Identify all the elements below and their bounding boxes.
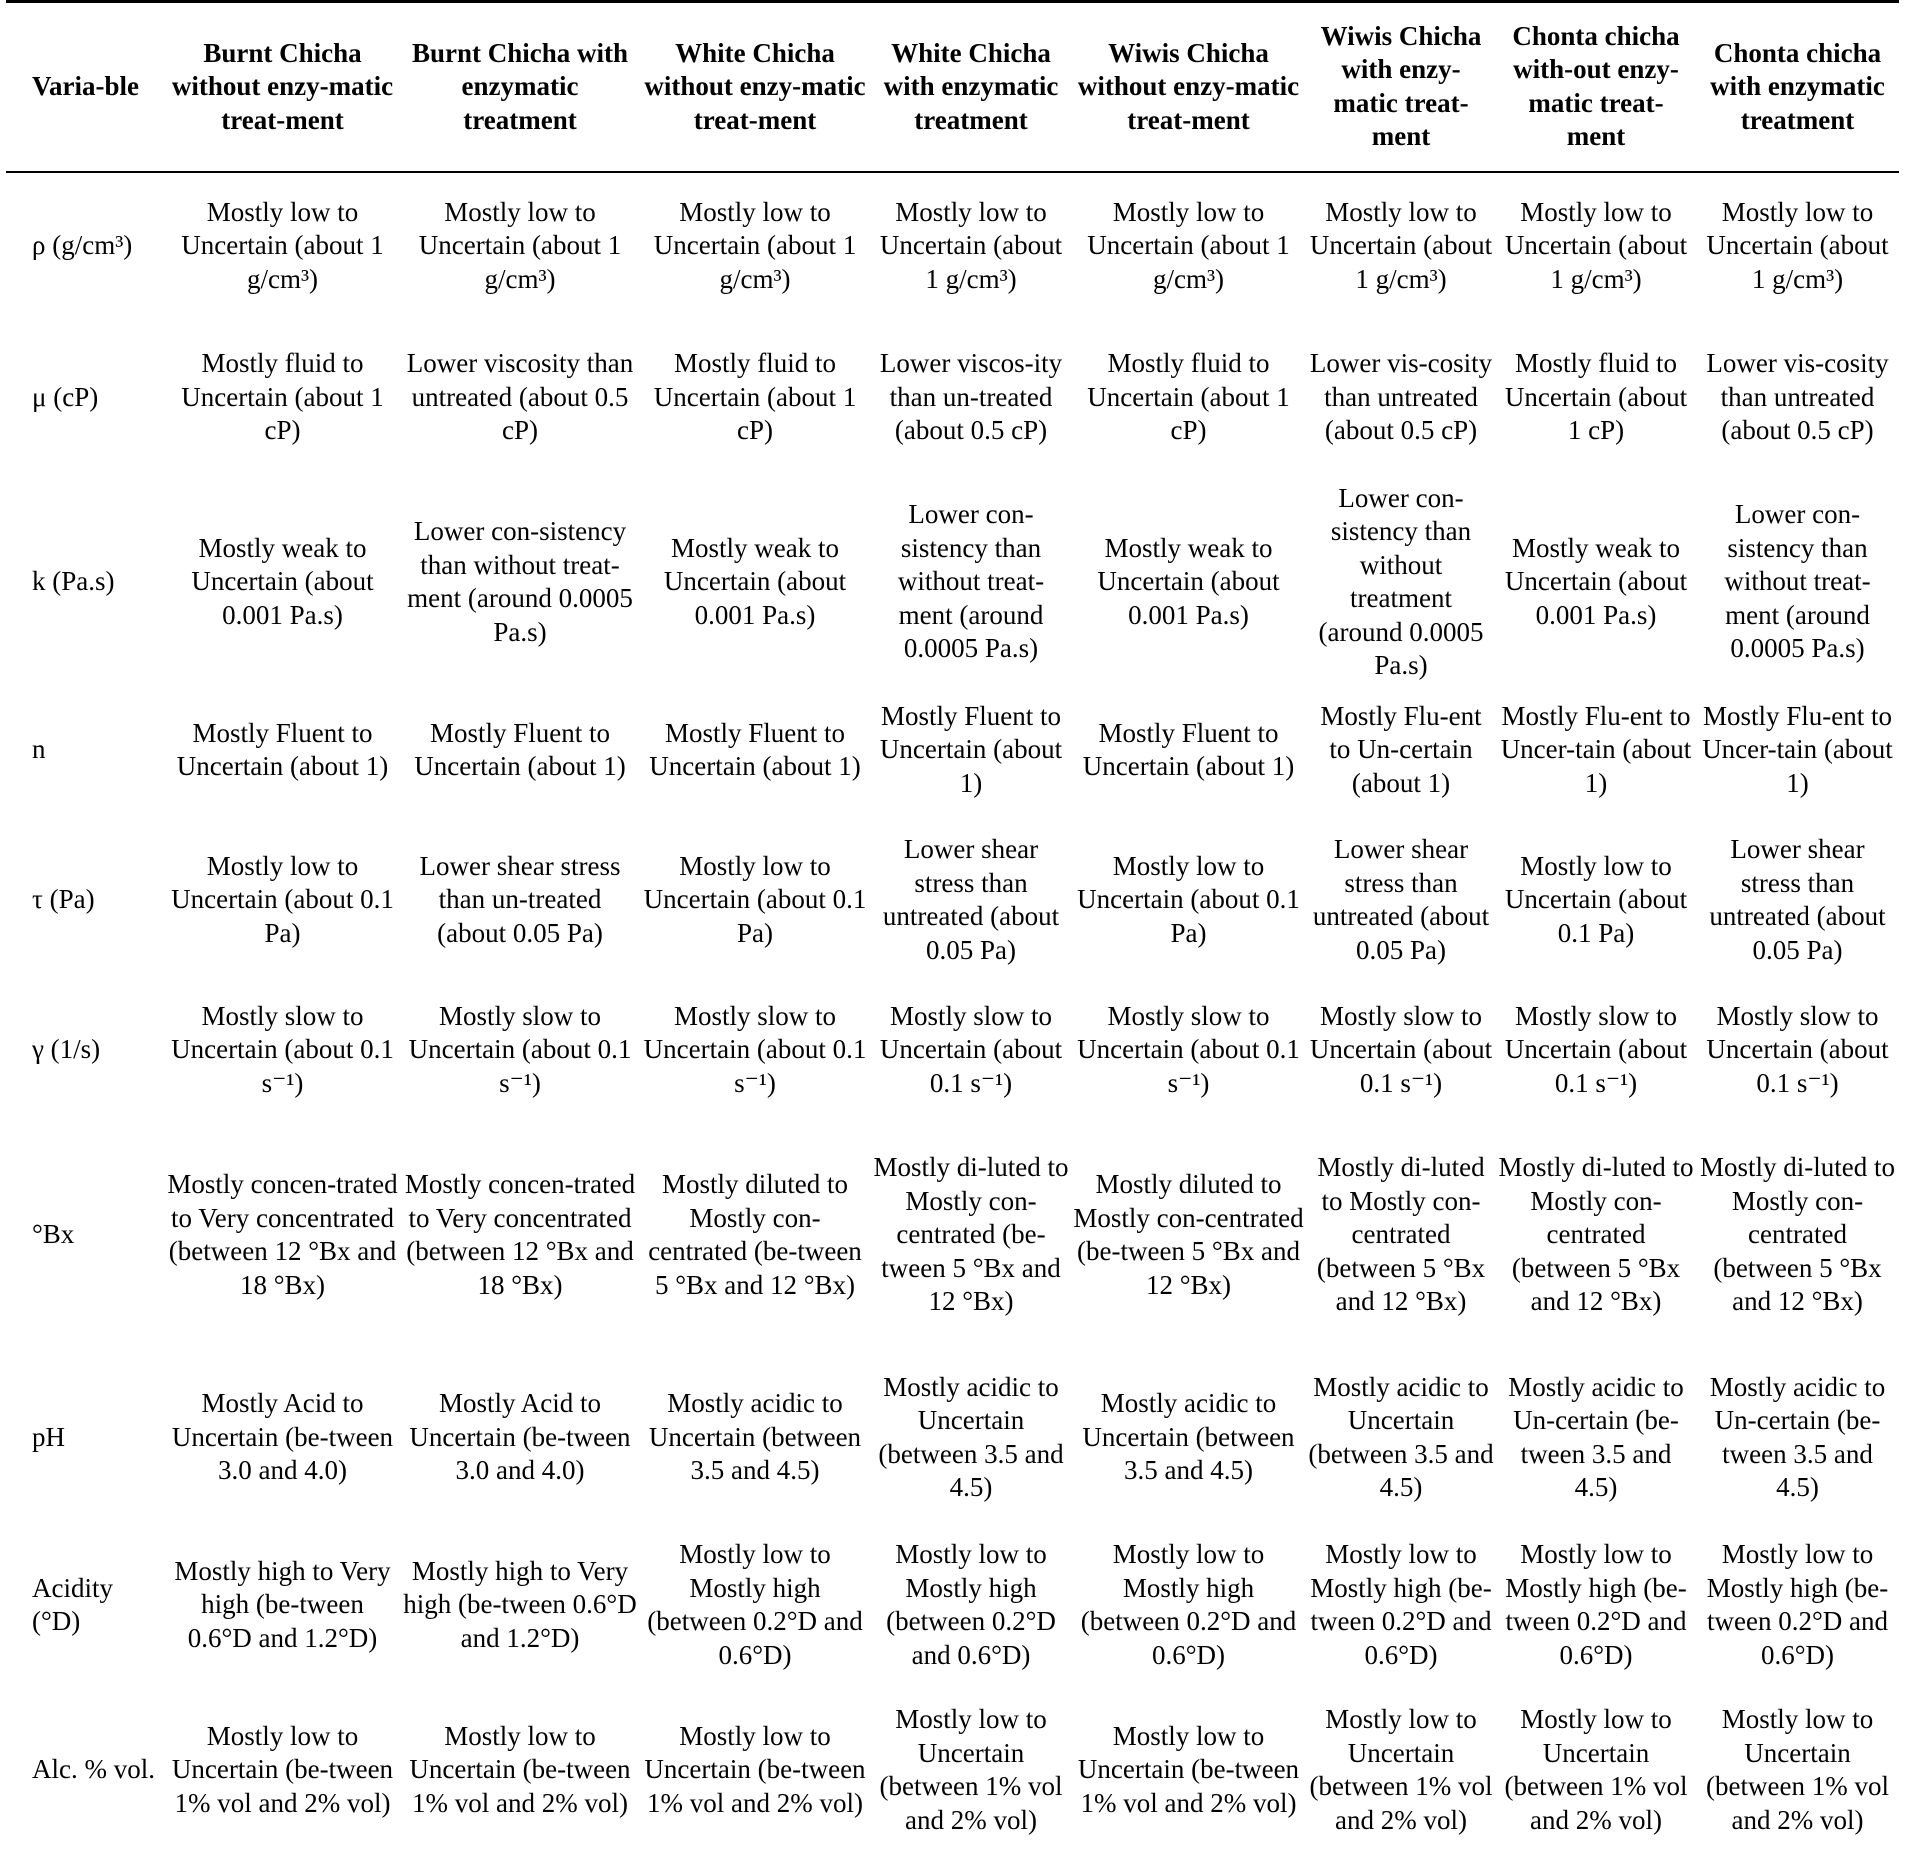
table-cell: Mostly low to Uncertain (between 1% vol and 2% vol): [1504, 1704, 1688, 1835]
column-header: Wiwis Chicha without enzy-matic treat-ment: [1071, 2, 1306, 172]
table-cell: Mostly low to Mostly high (between 0.2°D and 0.6°D): [647, 1539, 863, 1670]
table-cell: Mostly slow to Uncertain (about 0.1 s⁻¹): [879, 1000, 1063, 1098]
table-cell: Mostly Flu-ent to Uncer-tain (about 1): [1702, 700, 1893, 798]
table-cell: Mostly Acid to Uncertain (be-tween 3.0 and 4.0): [409, 1388, 631, 1486]
table-cell: Mostly low to Uncertain (be-tween 1% vol and 2% vol): [1077, 1720, 1300, 1818]
table-cell: Mostly di-luted to Mostly con-centrated (between 5 °Bx and 12 °Bx): [1316, 1152, 1486, 1317]
table-cell: Mostly slow to Uncertain (about 0.1 s⁻¹): [1504, 1000, 1688, 1098]
table-cell: Mostly low to Uncertain (about 1 g/cm³): [1309, 196, 1493, 294]
table-cell: Lower shear stress than un-treated (about 0.05 Pa): [419, 850, 621, 948]
table-cell: Lower vis-cosity than untreated (about 0.5 cP): [1706, 348, 1889, 446]
table-cell: Mostly slow to Uncertain (about 0.1 s⁻¹): [408, 1000, 632, 1098]
table-cell: Mostly low to Uncertain (about 1 g/cm³): [1087, 196, 1290, 294]
table-cell: Mostly low to Mostly high (be-tween 0.2°D and 0.6°D): [1505, 1539, 1687, 1670]
table-cell: Mostly low to Uncertain (about 1 g/cm³): [181, 196, 384, 294]
table-cell: Mostly weak to Uncertain (about 0.001 Pa.s): [191, 532, 374, 630]
table-cell: Mostly Acid to Uncertain (be-tween 3.0 and 4.0): [171, 1388, 394, 1486]
row-variable: Alc. % vol.: [32, 1754, 155, 1785]
table-row: [6, 314, 1899, 482]
table-cell: Mostly weak to Uncertain (about 0.001 Pa.s): [1504, 532, 1688, 630]
table-cell: Mostly low to Uncertain (between 1% vol and 2% vol): [1706, 1704, 1889, 1835]
row-variable: Acidity (°D): [32, 1572, 113, 1636]
column-header: Varia-ble: [6, 2, 164, 172]
table-cell: Mostly low to Uncertain (about 0.1 Pa): [1504, 850, 1688, 948]
table-cell: Mostly low to Uncertain (between 1% vol and 2% vol): [879, 1704, 1063, 1835]
table-cell: Mostly low to Uncertain (between 1% vol and 2% vol): [1309, 1704, 1493, 1835]
table-cell: Mostly diluted to Mostly con-centrated (be-tween 5 °Bx and 12 °Bx): [648, 1169, 862, 1300]
table-cell: Mostly concen-trated to Very concentrated (between 12 °Bx and 18 °Bx): [404, 1169, 636, 1300]
table-cell: Mostly low to Uncertain (about 0.1 Pa): [643, 850, 867, 948]
table-cell: Mostly acidic to Uncertain (between 3.5 and 4.5): [648, 1388, 862, 1486]
row-variable: τ (Pa): [32, 884, 95, 915]
results-table: [6, 0, 1899, 1853]
header-row: [6, 2, 1899, 172]
table-cell: Lower con-sistency than without treatment (around 0.0005 Pa.s): [1318, 482, 1484, 680]
table-cell: Mostly low to Uncertain (about 1 g/cm³): [1504, 196, 1688, 294]
table-cell: Lower viscos-ity than un-treated (about 0.5 cP): [879, 348, 1063, 446]
table-row: [6, 1353, 1899, 1523]
row-variable: k (Pa.s): [32, 566, 115, 597]
table-row: [6, 1118, 1899, 1353]
table-cell: Lower shear stress than untreated (about 0.05 Pa): [1709, 834, 1886, 965]
table-cell: Lower con-sistency than without treat-ment (around 0.0005 Pa.s): [1724, 499, 1871, 664]
table-cell: Mostly low to Uncertain (be-tween 1% vol and 2% vol): [171, 1720, 394, 1818]
table-row: [6, 818, 1899, 983]
row-variable: γ (1/s): [32, 1034, 101, 1065]
table-cell: Mostly low to Uncertain (about 1 g/cm³): [653, 196, 857, 294]
table-cell: Mostly low to Uncertain (about 0.1 Pa): [171, 850, 394, 948]
column-header: Burnt Chicha with enzymatic treatment: [401, 2, 639, 172]
table-cell: Mostly low to Mostly high (between 0.2°D and 0.6°D): [1080, 1539, 1297, 1670]
table-cell: Mostly weak to Uncertain (about 0.001 Pa.s): [1097, 532, 1280, 630]
table-cell: Mostly fluid to Uncertain (about 1 cP): [1087, 348, 1290, 446]
table-row: [6, 1523, 1899, 1688]
table-cell: Mostly slow to Uncertain (about 0.1 s⁻¹): [643, 1000, 867, 1098]
table-cell: Mostly di-luted to Mostly con-centrated (between 5 °Bx and 12 °Bx): [1498, 1152, 1694, 1317]
column-header: Chonta chicha with-out enzy-matic treat-ment: [1496, 2, 1696, 172]
table-cell: Mostly acidic to Un-certain (be-tween 3.5 and 4.5): [1709, 1371, 1886, 1502]
table-cell: Mostly high to Very high (be-tween 0.6°D and 1.2°D): [174, 1555, 391, 1653]
row-variable: n: [32, 734, 46, 765]
table-cell: Lower shear stress than untreated (about 0.05 Pa): [1312, 834, 1490, 965]
table-cell: Mostly di-luted to Mostly con-centrated (be-tween 5 °Bx and 12 °Bx): [873, 1152, 1069, 1317]
row-variable: pH: [32, 1421, 65, 1452]
table-cell: Lower viscosity than untreated (about 0.5 cP): [406, 348, 634, 446]
table-cell: Lower vis-cosity than untreated (about 0.5 cP): [1309, 348, 1493, 446]
table-cell: Mostly high to Very high (be-tween 0.6°D and 1.2°D): [403, 1555, 637, 1653]
table-cell: Mostly low to Uncertain (about 1 g/cm³): [879, 196, 1063, 294]
table-cell: Mostly acidic to Uncertain (between 3.5 and 4.5): [878, 1371, 1064, 1502]
table-cell: Mostly Fluent to Uncertain (about 1): [414, 717, 626, 781]
table-cell: Mostly low to Mostly high (between 0.2°D and 0.6°D): [886, 1539, 1056, 1670]
table-cell: Mostly Flu-ent to Uncer-tain (about 1): [1500, 700, 1692, 798]
column-header: Chonta chicha with enzymatic treatment: [1696, 2, 1899, 172]
table-cell: Lower con-sistency than without treat-ment (around 0.0005 Pa.s): [407, 516, 633, 647]
table-cell: Lower shear stress than untreated (about 0.05 Pa): [882, 834, 1060, 965]
table-cell: Mostly Fluent to Uncertain (about 1): [1082, 717, 1295, 781]
table-cell: Lower con-sistency than without treat-ment (around 0.0005 Pa.s): [897, 499, 1045, 664]
table-cell: Mostly acidic to Un-certain (be-tween 3.5 and 4.5): [1508, 1371, 1684, 1502]
table-cell: Mostly low to Mostly high (be-tween 0.2°D and 0.6°D): [1706, 1539, 1889, 1670]
table-cell: Mostly slow to Uncertain (about 0.1 s⁻¹): [171, 1000, 394, 1098]
column-header: White Chicha with enzymatic treatment: [871, 2, 1071, 172]
table-cell: Mostly Fluent to Uncertain (about 1): [879, 700, 1063, 798]
table-container: [6, 0, 1899, 1853]
table-row: [6, 1688, 1899, 1853]
row-variable: ρ (g/cm³): [32, 230, 133, 261]
table-cell: Mostly low to Uncertain (about 1 g/cm³): [1706, 196, 1889, 294]
table-cell: Mostly fluid to Uncertain (about 1 cP): [181, 348, 384, 446]
column-header: White Chicha without enzy-matic treat-ment: [639, 2, 871, 172]
table-cell: Mostly low to Mostly high (be-tween 0.2°D and 0.6°D): [1310, 1539, 1492, 1670]
row-variable: μ (cP): [32, 381, 99, 412]
table-cell: Mostly fluid to Uncertain (about 1 cP): [653, 348, 857, 446]
row-variable: °Bx: [32, 1219, 75, 1250]
table-row: [6, 172, 1899, 314]
table-cell: Mostly Flu-ent to Un-certain (about 1): [1320, 700, 1482, 798]
table-cell: Mostly slow to Uncertain (about 0.1 s⁻¹): [1309, 1000, 1493, 1098]
table-cell: Mostly concen-trated to Very concentrated (between 12 °Bx and 18 °Bx): [167, 1169, 398, 1300]
column-header: Burnt Chicha without enzy-matic treat-ment: [164, 2, 401, 172]
table-cell: Mostly low to Uncertain (be-tween 1% vol and 2% vol): [409, 1720, 631, 1818]
table-cell: Mostly acidic to Uncertain (between 3.5 and 4.5): [1308, 1371, 1494, 1502]
table-row: [6, 683, 1899, 818]
table-cell: Mostly slow to Uncertain (about 0.1 s⁻¹): [1706, 1000, 1889, 1098]
table-row: [6, 482, 1899, 683]
column-header: Wiwis Chicha with enzy-matic treat-ment: [1306, 2, 1496, 172]
table-cell: Mostly slow to Uncertain (about 0.1 s⁻¹): [1077, 1000, 1300, 1098]
table-cell: Mostly low to Uncertain (about 1 g/cm³): [418, 196, 622, 294]
table-cell: Mostly diluted to Mostly con-centrated (be-tween 5 °Bx and 12 °Bx): [1073, 1169, 1304, 1300]
table-cell: Mostly weak to Uncertain (about 0.001 Pa.s): [663, 532, 847, 630]
table-cell: Mostly acidic to Uncertain (between 3.5 and 4.5): [1082, 1388, 1295, 1486]
table-cell: Mostly Fluent to Uncertain (about 1): [649, 717, 861, 781]
table-row: [6, 983, 1899, 1118]
table-cell: Mostly fluid to Uncertain (about 1 cP): [1504, 348, 1688, 446]
table-cell: Mostly low to Uncertain (about 0.1 Pa): [1077, 850, 1300, 948]
table-cell: Mostly low to Uncertain (be-tween 1% vol and 2% vol): [644, 1720, 866, 1818]
table-cell: Mostly di-luted to Mostly con-centrated (between 5 °Bx and 12 °Bx): [1700, 1152, 1895, 1317]
table-cell: Mostly Fluent to Uncertain (about 1): [176, 717, 389, 781]
